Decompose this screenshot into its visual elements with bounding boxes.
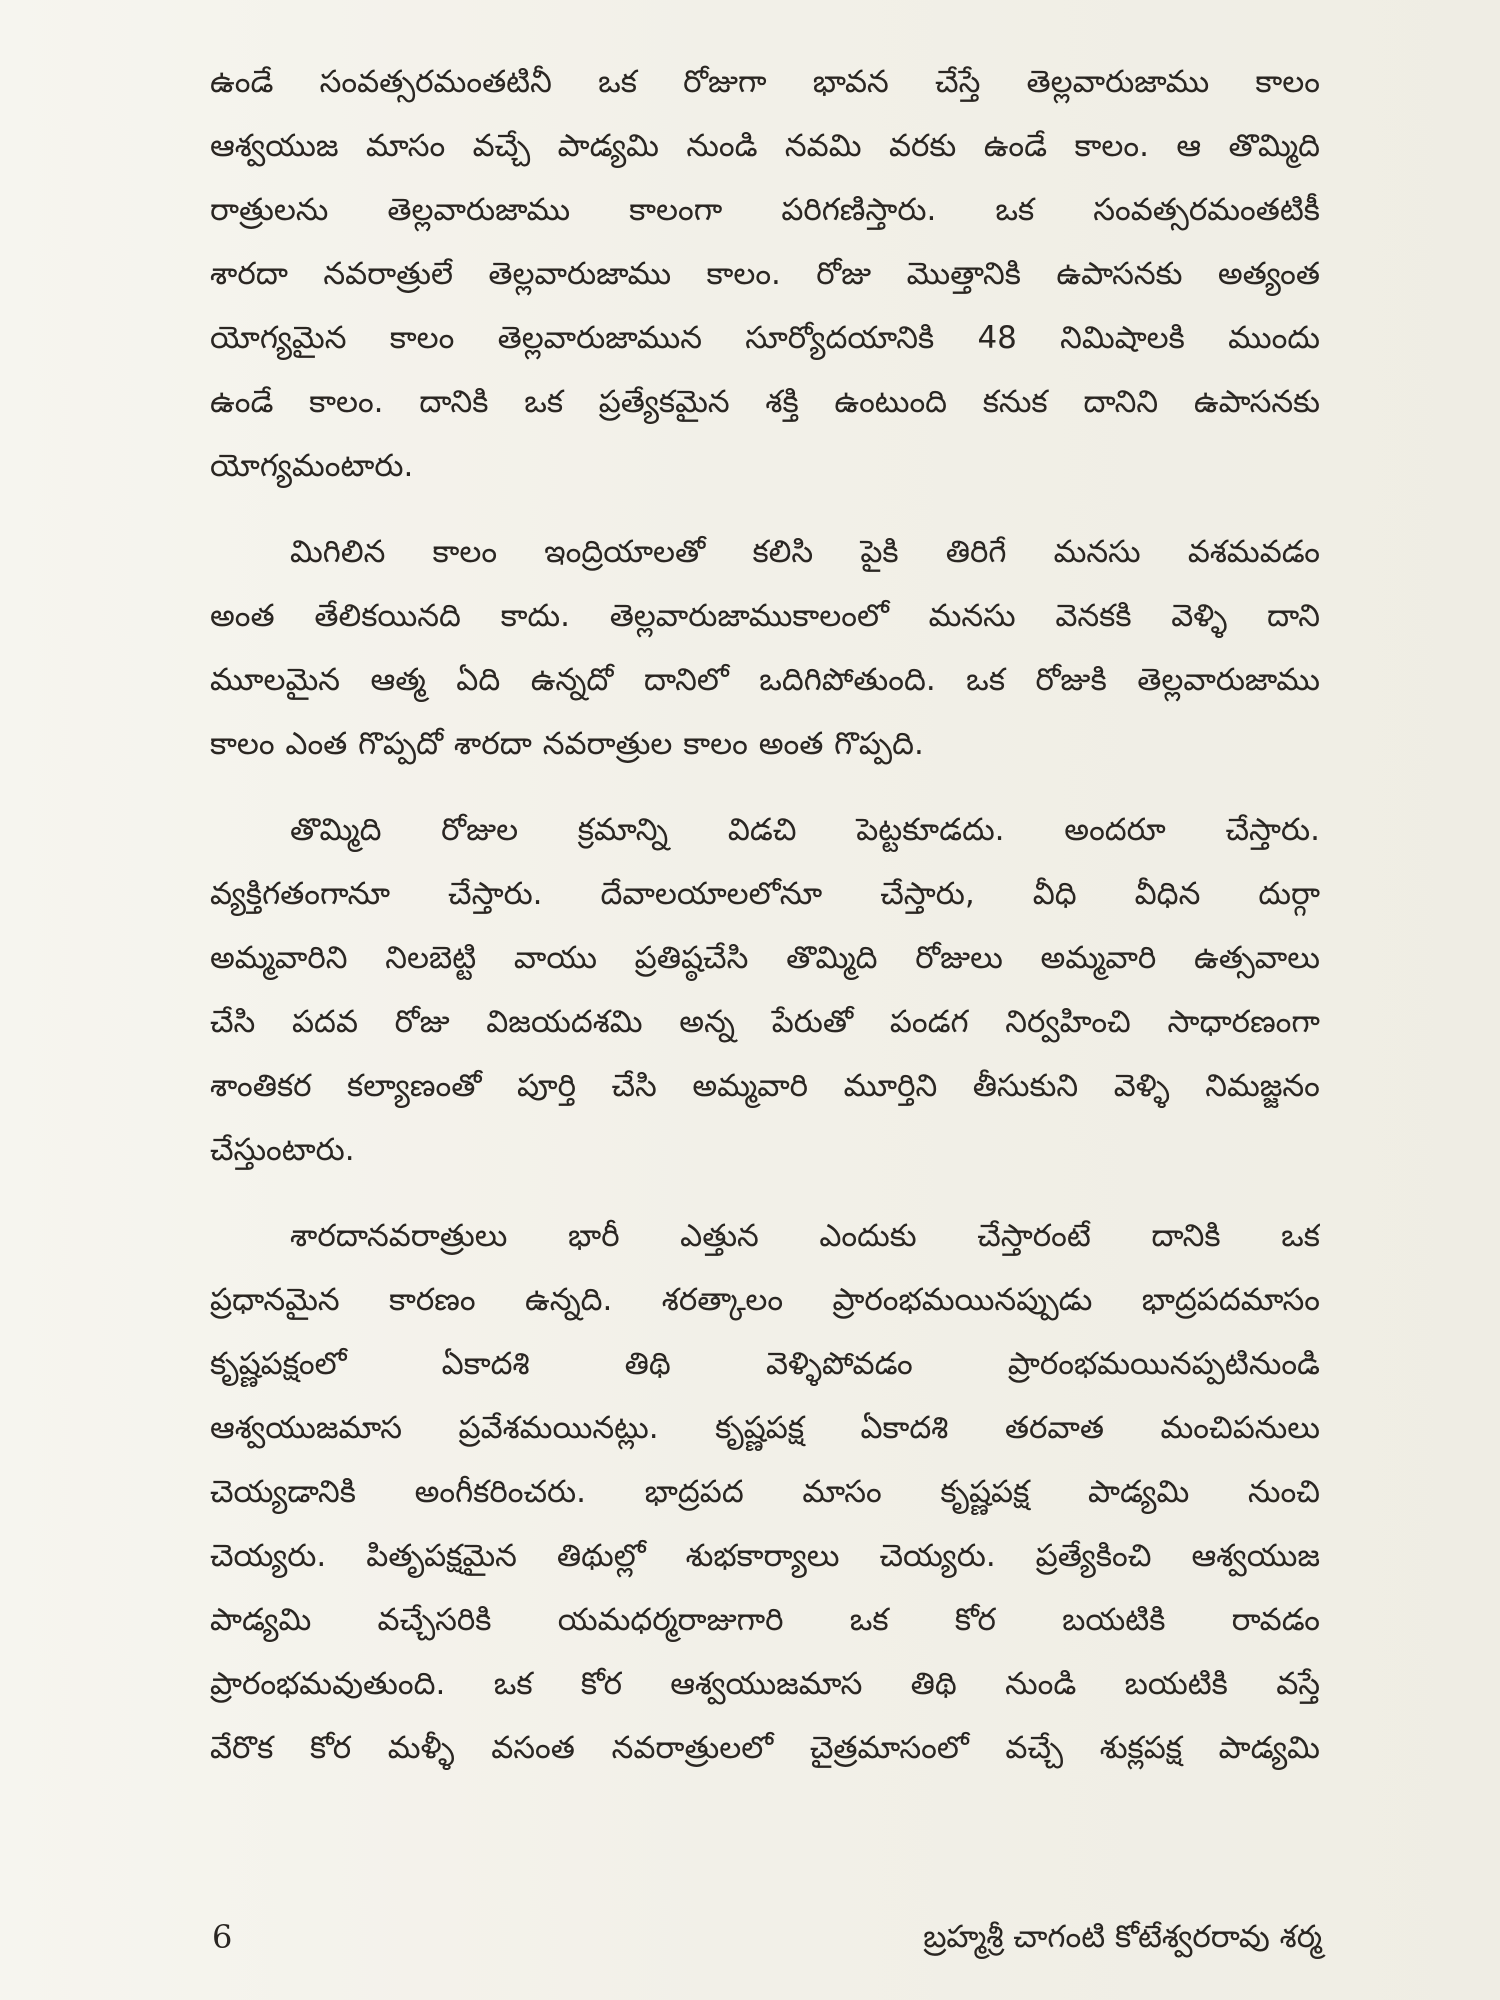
text-line: యోగ్యమైన కాలం తెల్లవారుజామున సూర్యోదయానికి 48 నిమిషాలకి ముందు [210, 320, 1320, 356]
text-line: చేసి పదవ రోజు విజయదశమి అన్న పేరుతో పండగ నిర్వహించి సాధారణంగా [210, 1004, 1320, 1040]
paragraph [210, 1204, 1320, 1780]
text-line: ఆశ్వయుజ మాసం వచ్చే పాడ్యమి నుండి నవమి వరకు ఉండే కాలం. ఆ తొమ్మిది [210, 128, 1320, 164]
text-line: ప్రధానమైన కారణం ఉన్నది. శరత్కాలం ప్రారంభమయినప్పుడు భాద్రపదమాసం [210, 1282, 1320, 1318]
text-line: ఆశ్వయుజమాస ప్రవేశమయినట్లు. కృష్ణపక్ష ఏకాదశి తరవాత మంచిపనులు [210, 1410, 1320, 1446]
text-line: తొమ్మిది రోజుల క్రమాన్ని విడచి పెట్టకూడదు. అందరూ చేస్తారు. [290, 812, 1320, 848]
paragraph-gap [210, 776, 1320, 798]
text-line: ఉండే కాలం. దానికి ఒక ప్రత్యేకమైన శక్తి ఉంటుంది కనుక దానిని ఉపాసనకు [210, 384, 1320, 420]
text-line: చెయ్యడానికి అంగీకరించరు. భాద్రపద మాసం కృష్ణపక్ష పాడ్యమి నుంచి [210, 1474, 1320, 1510]
text-line: పాడ్యమి వచ్చేసరికి యమధర్మరాజుగారి ఒక కోర బయటికి రావడం [210, 1602, 1320, 1638]
text-line: కృష్ణపక్షంలో ఏకాదశి తిథి వెళ్ళిపోవడం ప్రారంభమయినప్పటినుండి [210, 1346, 1320, 1382]
page-footer [212, 1912, 1322, 1962]
text-line: అమ్మవారిని నిలబెట్టి వాయు ప్రతిష్ఠచేసి తొమ్మిది రోజులు అమ్మవారి ఉత్సవాలు [210, 940, 1320, 976]
paragraph [210, 798, 1320, 1182]
text-line: మిగిలిన కాలం ఇంద్రియాలతో కలిసి పైకి తిరిగే మనసు వశమవడం [290, 534, 1320, 570]
text-line: మూలమైన ఆత్మ ఏది ఉన్నదో దానిలో ఒదిగిపోతుంది. ఒక రోజుకి తెల్లవారుజాము [210, 662, 1320, 698]
text-line: యోగ్యమంటారు. [210, 448, 414, 484]
paragraph-gap [210, 498, 1320, 520]
text-line: కాలం ఎంత గొప్పదో శారదా నవరాత్రుల కాలం అంత గొప్పది. [210, 726, 924, 762]
paragraph [210, 520, 1320, 776]
text-line: వ్యక్తిగతంగానూ చేస్తారు. దేవాలయాలలోనూ చేస్తారు, వీధి వీధిన దుర్గా [210, 876, 1320, 912]
text-line: శారదానవరాత్రులు భారీ ఎత్తున ఎందుకు చేస్తారంటే దానికి ఒక [290, 1218, 1320, 1254]
text-line: ప్రారంభమవుతుంది. ఒక కోర ఆశ్వయుజమాస తిథి నుండి బయటికి వస్తే [210, 1666, 1320, 1702]
paragraph [210, 50, 1320, 498]
text-line: రాత్రులను తెల్లవారుజాము కాలంగా పరిగణిస్తారు. ఒక సంవత్సరమంతటికీ [210, 192, 1320, 228]
text-line: శాంతికర కల్యాణంతో పూర్తి చేసి అమ్మవారి మూర్తిని తీసుకుని వెళ్ళి నిమజ్జనం [210, 1068, 1320, 1104]
author-name: బ్రహ్మశ్రీ చాగంటి కోటేశ్వరరావు శర్మ [923, 1919, 1322, 1955]
text-line: వేరొక కోర మళ్ళీ వసంత నవరాత్రులలో చైత్రమాసంలో వచ్చే శుక్లపక్ష పాడ్యమి [210, 1730, 1320, 1766]
text-line: అంత తేలికయినది కాదు. తెల్లవారుజాముకాలంలో మనసు వెనకకి వెళ్ళి దాని [210, 598, 1320, 634]
text-line: శారదా నవరాత్రులే తెల్లవారుజాము కాలం. రోజు మొత్తానికి ఉపాసనకు అత్యంత [210, 256, 1320, 292]
text-line: చేస్తుంటారు. [210, 1132, 355, 1168]
text-line: చెయ్యరు. పితృపక్షమైన తిథుల్లో శుభకార్యాలు చెయ్యరు. ప్రత్యేకించి ఆశ్వయుజ [210, 1538, 1320, 1574]
paragraph-gap [210, 1182, 1320, 1204]
text-line: ఉండే సంవత్సరమంతటినీ ఒక రోజుగా భావన చేస్తే తెల్లవారుజాము కాలం [210, 64, 1320, 100]
body-text [210, 50, 1320, 1780]
page-number: 6 [212, 1918, 233, 1956]
